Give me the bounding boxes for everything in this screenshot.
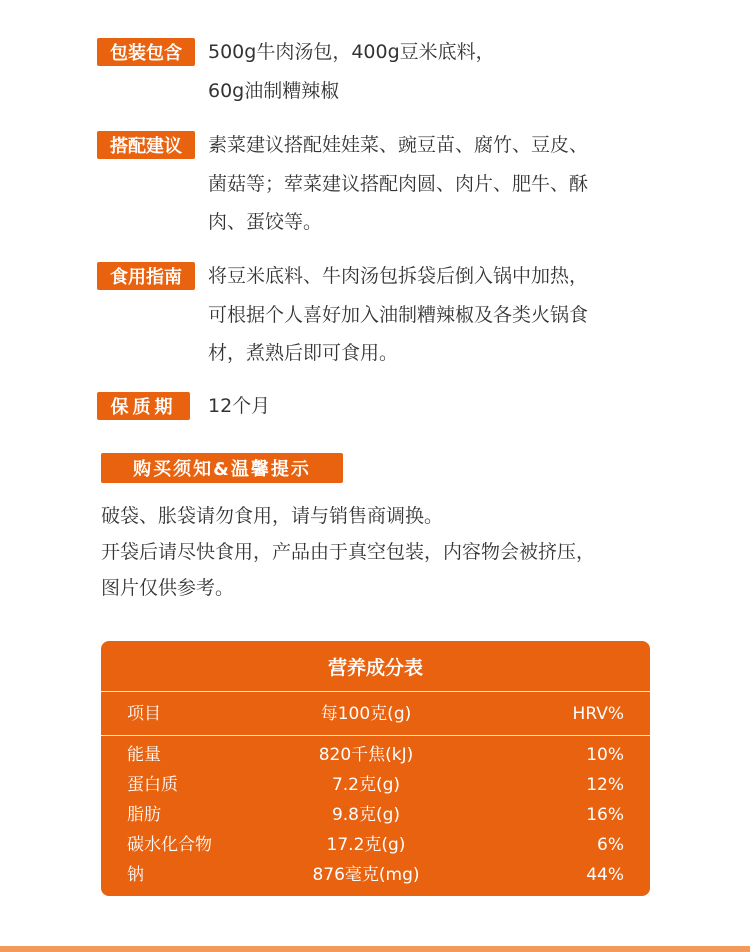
usage-guide-tag: 食用指南 (97, 262, 195, 290)
nutrition-row-sodium (101, 860, 650, 890)
nutrient-amount: 876毫克(mg) (312, 865, 420, 885)
notice-line: 破袋、胀袋请勿食用，请与销售商调换。 (101, 505, 444, 527)
text-line: 60g油制糟辣椒 (208, 79, 340, 102)
nutrient-name: 脂肪 (127, 805, 161, 825)
nutrition-row-fat (101, 800, 650, 830)
text-line: 菌菇等；荤菜建议搭配肉圆、肉片、肥牛、酥 (208, 172, 589, 195)
notice-line: 图片仅供参考。 (101, 577, 235, 599)
header-per-100g: 每100克(g) (320, 704, 412, 724)
text-line: 12个月 (208, 395, 271, 417)
nutrient-hrv: 12% (586, 775, 624, 795)
nutrient-name: 能量 (127, 745, 161, 765)
divider (101, 691, 650, 692)
text-line: 可根据个人喜好加入油制糟辣椒及各类火锅食 (208, 303, 589, 326)
text-line: 肉、蛋饺等。 (208, 211, 323, 233)
nutrient-hrv: 16% (586, 805, 624, 825)
usage-guide-text (208, 257, 668, 373)
nutrient-amount: 820千焦(kJ) (318, 745, 414, 765)
text-line: 素菜建议搭配娃娃菜、豌豆苗、腐竹、豆皮、 (208, 134, 589, 156)
pairing-suggestion-tag: 搭配建议 (97, 131, 195, 159)
nutrition-facts-panel (101, 641, 650, 896)
nutrient-name: 钠 (127, 865, 144, 885)
text-line: 材，煮熟后即可食用。 (208, 342, 399, 364)
nutrient-amount: 9.8克(g) (331, 805, 401, 825)
bottom-accent-bar (0, 946, 750, 952)
nutrition-row-protein (101, 770, 650, 800)
nutrient-hrv: 44% (586, 865, 624, 885)
nutrition-header-row (101, 699, 650, 729)
text-line: 500g牛肉汤包，400g豆米底料， (208, 41, 495, 63)
nutrient-hrv: 10% (586, 745, 624, 765)
nutrition-title: 营养成分表 (327, 657, 423, 679)
purchase-notice-text (101, 498, 681, 606)
header-item: 项目 (127, 704, 161, 724)
nutrient-hrv: 6% (597, 835, 624, 855)
package-contents-tag: 包装包含 (97, 38, 195, 66)
pairing-suggestion-text (208, 126, 668, 242)
nutrient-amount: 17.2克(g) (326, 835, 406, 855)
notice-line: 开袋后请尽快食用，产品由于真空包装，内容物会被挤压， (101, 541, 596, 563)
nutrition-row-carbohydrate (101, 830, 650, 860)
package-contents-text (208, 33, 668, 110)
divider (101, 735, 650, 736)
nutrient-amount: 7.2克(g) (331, 775, 401, 795)
nutrition-row-energy (101, 740, 650, 770)
shelf-life-tag: 保质期 (97, 392, 190, 420)
shelf-life-text (208, 387, 668, 426)
text-line: 将豆米底料、牛肉汤包拆袋后倒入锅中加热， (208, 265, 589, 287)
header-hrv: HRV% (572, 704, 624, 724)
nutrient-name: 碳水化合物 (127, 835, 212, 855)
purchase-notice-tag: 购买须知&温馨提示 (101, 453, 343, 483)
nutrient-name: 蛋白质 (127, 775, 178, 795)
